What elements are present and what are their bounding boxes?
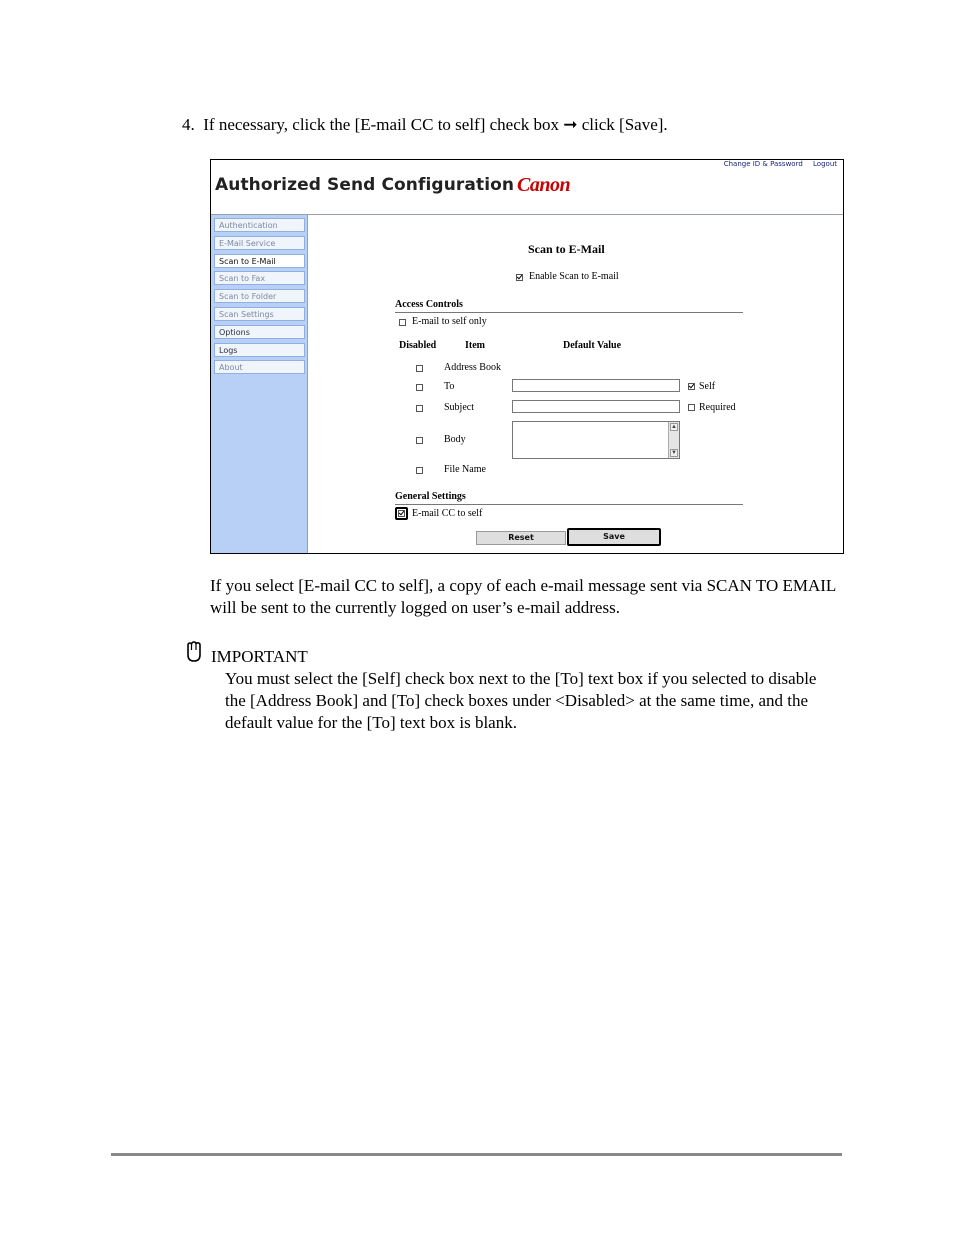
- sidebar-item-scan-to-folder[interactable]: Scan to Folder: [214, 289, 305, 303]
- row-label-address-book: Address Book: [444, 362, 501, 373]
- col-item-header: Item: [465, 340, 485, 351]
- important-title: IMPORTANT: [211, 647, 308, 666]
- self-checkbox[interactable]: [688, 383, 695, 390]
- access-controls-divider: [395, 312, 743, 313]
- app-header: [211, 160, 843, 215]
- body-default-textarea[interactable]: [512, 421, 680, 459]
- change-id-password-link[interactable]: Change ID & Password: [723, 160, 803, 168]
- explanation-paragraph: If you select [E-mail CC to self], a copy of each e-mail message sent via SCAN TO EMAIL will be sent to the currently logged on user’s e-mail address.: [210, 576, 836, 617]
- sidebar-item-authentication[interactable]: Authentication: [214, 218, 305, 232]
- disable-address-book-checkbox[interactable]: [416, 365, 423, 372]
- email-to-self-only-label: E-mail to self only: [412, 316, 487, 327]
- sidebar-item-options[interactable]: Options: [214, 325, 305, 339]
- subject-default-input[interactable]: [512, 400, 680, 413]
- disable-subject-checkbox[interactable]: [416, 405, 423, 412]
- config-screenshot: [210, 159, 844, 554]
- access-controls-heading: Access Controls: [395, 299, 463, 310]
- form-heading: Scan to E-Mail: [528, 242, 605, 256]
- important-text: You must select the [Self] check box next to the [To] text box if you selected to disable the [Address Book] and [To] check boxes under <Disabled> at the same time, and the default value for the [To] text box is blank.: [225, 669, 817, 732]
- required-label: Required: [699, 402, 736, 413]
- col-default-header: Default Value: [563, 340, 622, 351]
- disable-body-checkbox[interactable]: [416, 437, 423, 444]
- col-disabled-header: Disabled: [399, 340, 437, 351]
- row-label-file-name: File Name: [444, 464, 486, 475]
- reset-button[interactable]: Reset: [476, 531, 566, 545]
- disable-file-name-checkbox[interactable]: [416, 467, 423, 474]
- required-checkbox[interactable]: [688, 404, 695, 411]
- main-form: [308, 215, 843, 553]
- cc-self-label: E-mail CC to self: [412, 508, 483, 519]
- sidebar-item-logs[interactable]: Logs: [214, 343, 305, 357]
- general-settings-divider: [395, 504, 743, 505]
- save-button[interactable]: Save: [567, 528, 661, 546]
- self-label: Self: [699, 381, 716, 392]
- logout-link[interactable]: Logout: [813, 160, 837, 168]
- scroll-down-icon[interactable]: ▼: [671, 450, 677, 456]
- row-label-to: To: [444, 381, 455, 392]
- enable-scan-label: Enable Scan to E-mail: [529, 271, 619, 282]
- sidebar-item-about[interactable]: About: [214, 360, 305, 374]
- step-instruction: [182, 115, 668, 135]
- important-hand-icon: [184, 641, 204, 663]
- body-scrollbar[interactable]: [668, 422, 679, 458]
- sidebar-item-scan-to-email[interactable]: Scan to E-Mail: [214, 254, 305, 268]
- email-to-self-only-checkbox[interactable]: [399, 319, 406, 326]
- disable-to-checkbox[interactable]: [416, 384, 423, 391]
- row-label-subject: Subject: [444, 402, 474, 413]
- sidebar-item-scan-settings[interactable]: Scan Settings: [214, 307, 305, 321]
- sidebar-item-email-service[interactable]: E-Mail Service: [214, 236, 305, 250]
- sidebar-item-scan-to-fax[interactable]: Scan to Fax: [214, 271, 305, 285]
- scroll-up-icon[interactable]: ▲: [671, 424, 677, 430]
- step-number: 4.: [182, 115, 195, 134]
- cc-self-checkbox[interactable]: [398, 510, 405, 517]
- row-label-body: Body: [444, 434, 466, 445]
- sidebar: [211, 215, 308, 553]
- step-text-a: If necessary, click the [E-mail CC to self] check box: [203, 115, 560, 134]
- header-links: [716, 160, 837, 168]
- footer-rule: [111, 1153, 842, 1156]
- canon-logo: Canon: [517, 174, 571, 196]
- app-title: Authorized Send Configuration: [215, 175, 515, 195]
- arrow-icon: ➞: [563, 115, 578, 134]
- enable-scan-checkbox[interactable]: [516, 274, 523, 281]
- step-text-b: click [Save].: [581, 115, 668, 134]
- to-default-input[interactable]: [512, 379, 680, 392]
- general-settings-heading: General Settings: [395, 491, 466, 502]
